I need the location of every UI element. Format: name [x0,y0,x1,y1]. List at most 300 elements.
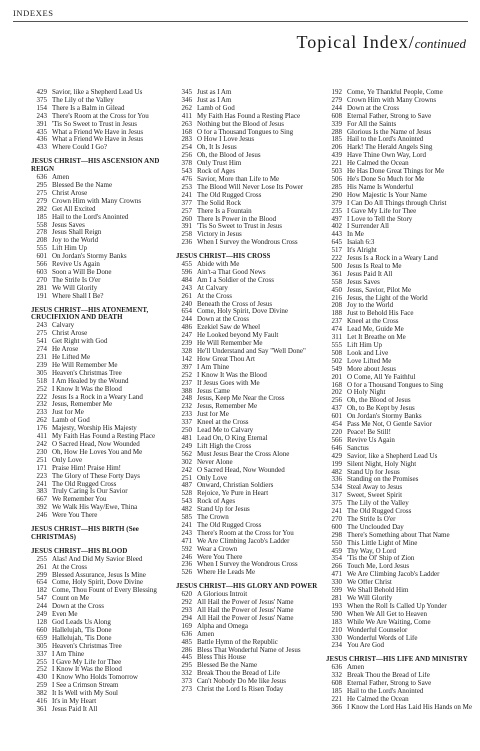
hymn-title: Come, Ye Thankful People, Come [347,89,443,96]
hymn-title: If Jesus Goes with Me [197,379,260,387]
hymn-number: 608 [331,679,342,688]
hymn-title: I Gave My Life for Thee [52,658,122,666]
hymn-entry [326,318,472,326]
hymn-number: 298 [331,530,342,539]
hymn-entry [31,330,177,338]
hymn-number: 541 [36,337,47,346]
hymn-entry [326,453,472,461]
hymn-number: 278 [36,228,47,237]
hymn-number: 397 [181,362,192,371]
hymn-number: 383 [36,487,47,496]
hymn-title: There Is a Balm in Gilead [52,104,125,112]
hymn-title: Only Love [197,474,228,482]
hymn-number: 266 [331,562,342,571]
hymn-number: 281 [36,283,47,292]
hymn-title: Hail to the Lord's Anointed [347,136,424,144]
hymn-number: 311 [331,333,342,342]
hymn-entry [326,421,472,429]
hymn-title: Blessed Assurance, Jesus Is Mine [52,571,146,579]
hymn-entry [326,136,472,144]
hymn-entry [31,97,177,105]
hymn-entry [326,413,472,421]
hymn-entry [326,635,472,643]
hymn-entry [31,619,177,627]
hymn-entry [176,308,322,316]
hymn-entry [176,467,322,475]
hymn-entry [31,354,177,362]
hymn-entry [31,386,177,394]
hymn-title: Jesus Saves [52,221,85,229]
hymn-entry [31,237,177,245]
hymn-title: He Calmed the Ocean [347,160,409,168]
hymn-entry [176,427,322,435]
hymn-title: Just for Me [52,409,84,417]
hymn-title: Lift High the Cross [197,442,252,450]
hymn-title: Where Shall I Be? [52,292,104,300]
hymn-title: O How I Love Jesus [197,136,255,144]
hymn-number: 433 [36,143,47,152]
hymn-title: The Glory of These Forty Days [52,472,140,480]
hymn-title: Kneel at the Cross [347,318,399,326]
hymn-entry [176,121,322,129]
hymn-number: 392 [36,503,47,512]
hymn-number: 168 [331,380,342,389]
hymn-title: You Are God [347,642,385,650]
hymn-number: 654 [181,307,192,316]
hymn-entry [326,389,472,397]
hymn-entry [326,160,472,168]
hymn-entry [176,388,322,396]
hymn-number: 176 [36,424,47,433]
hymn-number: 474 [331,325,342,334]
hymn-entry [31,449,177,457]
hymn-title: Wonderful Counselor [347,626,408,634]
hymn-number: 258 [181,230,192,239]
hymn-title: How Great Thou Art [197,355,255,363]
hymn-number: 188 [331,309,342,318]
hymn-number: 471 [181,536,192,545]
hymn-title: Amen [52,174,70,182]
topic-heading: JESUS CHRIST—HIS BIRTH (See CHRISTMAS) [31,526,139,541]
hymn-entry [176,498,322,506]
hymn-entry [326,239,472,247]
index-column-1 [31,89,177,714]
hymn-entry [176,522,322,530]
hymn-title: Pass Me Not, O Gentle Savior [347,421,432,429]
hymn-title: Savior, like a Shepherd Lead Us [347,452,438,460]
hymn-entry [176,293,322,301]
index-column-2 [176,89,322,694]
hymn-number: 330 [331,578,342,587]
hymn-number: 237 [331,317,342,326]
hymn-entry [326,121,472,129]
hymn-title: He Arose [52,346,79,354]
hymn-entry [326,476,472,484]
hymn-title: Jesus, Savior, Pilot Me [347,286,412,294]
hymn-entry [326,688,472,696]
hymn-entry [31,293,177,301]
hymn-entry [176,269,322,277]
hymn-title: Sanctus [347,444,369,452]
hymn-number: 667 [36,495,47,504]
page-title [297,32,466,53]
hymn-entry [326,397,472,405]
hymn-number: 286 [181,645,192,654]
hymn-entry [326,532,472,540]
hymn-number: 275 [36,188,47,197]
hymn-number: 659 [36,633,47,642]
hymn-title: I Know Who Holds Tomorrow [52,674,138,682]
hymn-title: Bless That Wonderful Name of Jesus [197,646,301,654]
hymn-number: 566 [331,435,342,444]
hymn-number: 191 [36,291,47,300]
hymn-title: I See a Crimson Stream [52,682,119,690]
hymn-entry [176,152,322,160]
hymn-title: We Remember You [52,496,107,504]
section-label: INDEXES [13,8,54,18]
hymn-title: This Little Light of Mine [347,539,418,547]
hymn-number: 459 [331,546,342,555]
hymn-number: 128 [36,618,47,626]
hymn-entry [326,500,472,508]
hymn-number: 279 [331,95,342,104]
hymn-title: Hallelujah, 'Tis Done [52,626,112,634]
hymn-entry [31,206,177,214]
hymn-number: 263 [181,119,192,128]
hymn-entry [326,405,472,413]
hymn-entry [326,595,472,603]
hymn-entry [176,607,322,615]
hymn-number: 484 [181,275,192,284]
hymn-title: Ezekiel Saw de Wheel [197,324,261,332]
hymn-number: 237 [181,378,192,387]
hymn-entry [176,623,322,631]
hymn-title: Just for Me [197,411,229,419]
hymn-title: We Offer Christ [347,579,392,587]
hymn-title: O Come, All Ye Faithful [347,373,416,381]
hymn-number: 481 [181,433,192,442]
hymn-entry [31,121,177,129]
topic-heading: JESUS CHRIST—HIS CROSS [176,253,271,261]
hymn-number: 608 [331,111,342,120]
hymn-title: It's in My Heart [52,698,97,706]
hymn-number: 302 [181,457,192,466]
hymn-entry [31,473,177,481]
hymn-number: 555 [331,341,342,349]
hymn-entry [326,429,472,437]
hymn-entry [31,651,177,659]
hymn-number: 555 [36,244,47,253]
hymn-entry [176,208,322,216]
hymn-number: 220 [331,427,342,436]
hymn-number: 500 [331,261,342,270]
hymn-entry [326,302,472,310]
hymn-number: 252 [36,665,47,674]
hymn-entry [31,564,177,572]
hymn-entry [326,334,472,342]
hymn-number: 221 [331,694,342,703]
hymn-title: What a Friend We Have in Jesus [52,128,144,136]
hymn-title: I Can Do All Things through Christ [347,199,447,207]
hymn-number: 388 [181,386,192,395]
hymn-title: Silent Night, Holy Night [347,460,417,468]
hymn-entry [176,348,322,356]
hymn-title: My Faith Has Found a Resting Place [197,112,301,120]
hymn-title: 'Tis So Sweet to Trust in Jesus [52,120,138,128]
hymn-entry [176,561,322,569]
hymn-entry [176,364,322,372]
hymn-entry [326,508,472,516]
hymn-title: The Lily of the Valley [347,500,409,508]
hymn-entry [31,682,177,690]
hymn-title: O for a Thousand Tongues to Sing [347,381,444,389]
hymn-entry [326,279,472,287]
hymn-title: God Leads Us Along [52,619,111,626]
hymn-number: 295 [36,180,47,189]
hymn-title: Alas! And Did My Savior Bleed [52,555,143,563]
hymn-entry [176,136,322,144]
hymn-title: Look and Live [347,349,389,357]
hymn-title: Get All Excited [52,205,96,213]
hymn-number: 244 [331,103,342,112]
hymn-entry [31,245,177,253]
hymn-number: 255 [36,657,47,666]
hymn-number: 508 [331,348,342,357]
hymn-number: 543 [181,167,192,176]
hymn-entry [176,403,322,411]
hymn-title: Were You There [197,553,243,561]
hymn-entry [176,285,322,293]
hymn-entry [176,530,322,538]
hymn-entry [326,540,472,548]
hymn-entry [176,105,322,113]
hymn-number: 256 [181,151,192,160]
hymn-number: 486 [181,323,192,332]
hymn-number: 292 [181,598,192,607]
hymn-number: 290 [331,190,342,199]
hymn-entry [326,271,472,279]
hymn-number: 332 [331,671,342,680]
hymn-number: 455 [181,260,192,269]
hymn-title: Alpha and Omega [197,622,248,630]
hymn-number: 636 [36,173,47,182]
hymn-title: Heaven's Christmas Tree [52,369,122,377]
hymn-entry [176,546,322,554]
hymn-number: 281 [331,594,342,602]
hymn-entry [176,678,322,686]
hymn-number: 558 [331,277,342,286]
hymn-number: 262 [181,103,192,112]
hymn-title: All Hail the Power of Jesus' Name [197,599,294,607]
hymn-number: 534 [331,483,342,492]
hymn-entry [31,496,177,504]
hymn-number: 169 [181,621,192,630]
hymn-number: 361 [36,704,47,713]
hymn-number: 654 [36,578,47,587]
hymn-entry [31,190,177,198]
hymn-number: 222 [331,254,342,263]
hymn-title: Were You There [52,512,98,520]
hymn-number: 416 [36,697,47,706]
hymn-number: 373 [181,677,192,686]
hymn-title: Jesus, Keep Me Near the Cross [197,395,285,403]
hymn-number: 261 [36,562,47,571]
hymn-number: 549 [331,364,342,373]
hymn-entry [176,670,322,678]
hymn-entry [176,356,322,364]
hymn-entry [326,113,472,121]
hymn-number: 485 [181,637,192,646]
hymn-number: 558 [36,220,47,229]
hymn-title: Kneel at the Cross [197,419,249,427]
hymn-number: 241 [181,520,192,529]
hymn-entry [176,591,322,599]
hymn-number: 248 [181,394,192,403]
hymn-number: 240 [181,299,192,308]
hymn-entry [176,340,322,348]
hymn-number: 585 [181,513,192,522]
hymn-title: Ain't-a That Good News [197,268,266,276]
hymn-number: 250 [181,426,192,435]
hymn-entry [326,366,472,374]
hymn-entry [31,198,177,206]
hymn-entry [176,459,322,467]
hymn-number: 252 [181,370,192,379]
hymn-entry [176,654,322,662]
hymn-entry [326,469,472,477]
hymn-title: When We All Get to Heaven [347,610,427,618]
hymn-entry [326,603,472,611]
hymn-number: 517 [331,246,342,255]
hymn-title: Count on Me [52,595,89,603]
hymn-title: Truly Caring Is Our Savior [52,488,128,496]
hymn-number: 273 [181,685,192,694]
hymn-number: 295 [181,661,192,670]
hymn-entry [31,627,177,635]
hymn-entry [326,548,472,556]
hymn-entry [176,231,322,239]
hymn-number: 244 [36,602,47,611]
hymn-title: Lead Me to Calvary [197,427,254,435]
hymn-number: 251 [36,455,47,464]
hymn-entry [326,247,472,255]
hymn-number: 339 [331,119,342,128]
hymn-entry [326,231,472,239]
hymn-title: I Am Thine [52,650,85,658]
hymn-entry [176,475,322,483]
hymn-title: Thy Way, O Lord [347,547,397,555]
hymn-title: The Old Rugged Cross [197,521,262,529]
hymn-entry [176,129,322,137]
hymn-entry [31,261,177,269]
hymn-number: 206 [331,143,342,152]
hymn-number: 233 [181,410,192,419]
hymn-entry [31,322,177,330]
hymn-title: Never Alone [197,458,233,466]
hymn-number: 411 [36,432,47,441]
hymn-title: Sweet, Sweet Spirit [347,492,403,500]
hymn-entry [326,374,472,382]
hymn-entry [176,647,322,655]
hymn-entry [31,579,177,587]
hymn-number: 230 [36,447,47,456]
hymn-entry [176,316,322,324]
hymn-title: We Shall Behold Him [347,587,409,595]
hymn-number: 317 [331,491,342,500]
hymn-entry [326,579,472,587]
hymn-entry [176,168,322,176]
hymn-number: 345 [181,88,192,96]
hymn-number: 261 [181,291,192,300]
hymn-entry [31,504,177,512]
hymn-title: Soon a Will Be Done [52,268,112,276]
hymn-title: Nothing but the Blood of Jesus [197,120,284,128]
hymn-entry [31,105,177,113]
hymn-number: 259 [36,681,47,690]
hymn-title: Jesus, Remember Me [197,403,258,411]
hymn-title: Oh, How He Loves You and Me [52,448,143,456]
hymn-title: All Hail the Power of Jesus' Name [197,614,294,622]
hymn-title: For All the Saints [347,120,397,128]
hymn-title: Onward, Christian Soldiers [197,482,274,490]
hymn-entry [176,451,322,459]
hymn-number: 243 [181,528,192,537]
hymn-title: Come, Holy Spirit, Dove Divine [52,579,143,587]
hymn-entry [31,441,177,449]
hymn-title: Abide with Me [197,261,240,269]
hymn-number: 566 [36,260,47,269]
hymn-entry [31,269,177,277]
hymn-title: My Faith Has Found a Resting Place [52,433,156,441]
hymn-number: 232 [36,400,47,409]
hymn-title: Christ Arose [52,189,88,197]
hymn-number: 305 [36,368,47,377]
hymn-entry [176,662,322,670]
hymn-entry [326,310,472,318]
hymn-number: 543 [181,497,192,506]
hymn-title: Revive Us Again [52,261,100,269]
hymn-title: Get Right with God [52,338,108,346]
hymn-title: Hallelujah, 'Tis Done [52,634,112,642]
hymn-title: Eternal Father, Strong to Save [347,680,432,688]
hymn-number: 234 [331,641,342,650]
hymn-title: I Am Thine [197,363,230,371]
hymn-title: Oh, to Be Kept by Jesus [347,405,415,413]
hymn-title: Just as I Am [197,89,232,96]
hymn-number: 216 [331,293,342,302]
hymn-number: 439 [331,151,342,160]
hymn-title: Even Me [52,611,78,619]
hymn-title: I Love to Tell the Story [347,215,413,223]
hymn-entry [31,362,177,370]
hymn-number: 596 [181,267,192,276]
hymn-entry [176,599,322,607]
hymn-number: 244 [181,315,192,324]
hymn-number: 599 [331,586,342,595]
hymn-entry [176,395,322,403]
hymn-number: 391 [181,222,192,231]
hymn-number: 411 [181,111,192,120]
hymn-title: Wear a Crown [197,545,238,553]
hymn-number: 601 [36,252,47,261]
hymn-entry [326,144,472,152]
hymn-entry [176,419,322,427]
hymn-entry [31,144,177,152]
hymn-number: 210 [331,625,342,634]
hymn-number: 185 [331,135,342,144]
index-column-3 [326,89,472,712]
hymn-title: I Gave My Life for Thee [347,207,417,215]
